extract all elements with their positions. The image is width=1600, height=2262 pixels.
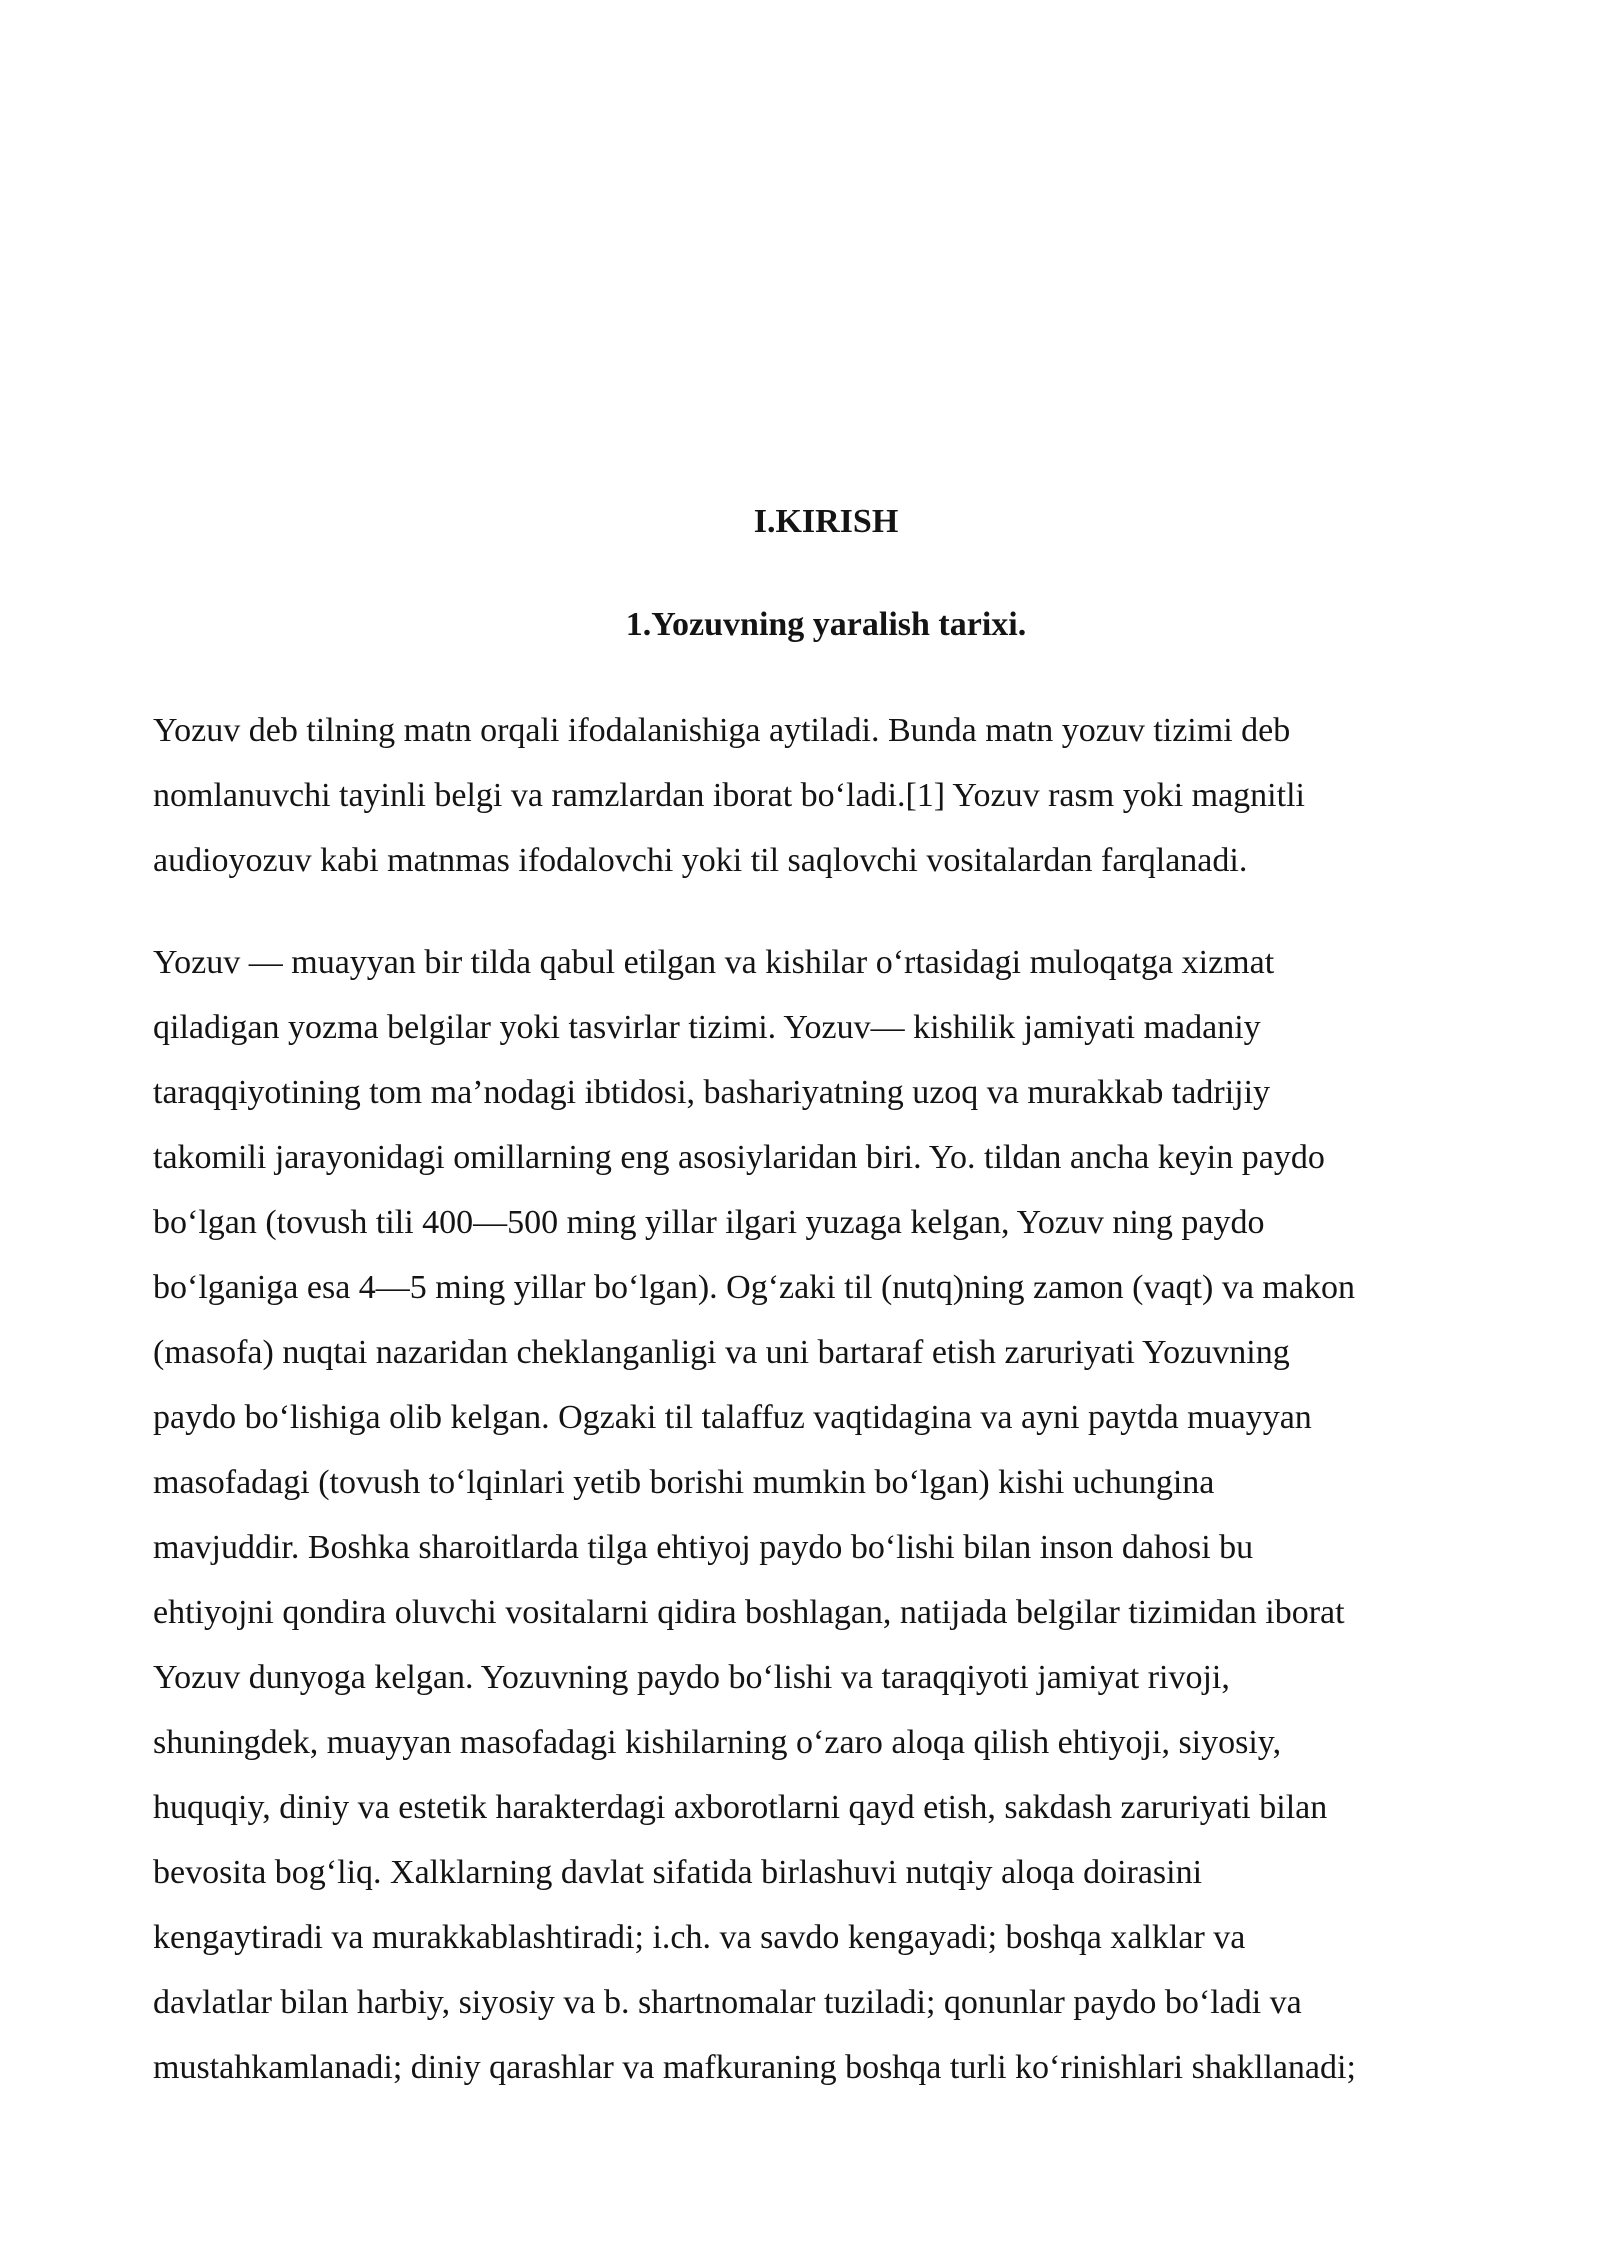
paragraph-line: Yozuv dunyoga kelgan. Yozuvning paydo bo‘lishi va taraqqiyoti jamiyat rivoji, bbox=[153, 1659, 1230, 1696]
paragraph-line: qiladigan yozma belgilar yoki tasvirlar tizimi. Yozuv— kishilik jamiyati madaniy bbox=[153, 1009, 1261, 1046]
paragraph-line: bo‘lganiga esa 4—5 ming yillar bo‘lgan). Og‘zaki til (nutq)ning zamon (vaqt) va makon bbox=[153, 1269, 1355, 1306]
paragraph-line: taraqqiyotining tom ma’nodagi ibtidosi, bashariyatning uzoq va murakkab tadrijiy bbox=[153, 1074, 1271, 1111]
paragraph-line: takomili jarayonidagi omillarning eng asosiylaridan biri. Yo. tildan ancha keyin paydo bbox=[153, 1139, 1325, 1176]
paragraph-line: huquqiy, diniy va estetik harakterdagi axborotlarni qayd etish, sakdash zaruriyati bilan bbox=[153, 1789, 1328, 1826]
paragraph-line: masofadagi (tovush to‘lqinlari yetib borishi mumkin bo‘lgan) kishi uchungina bbox=[153, 1464, 1215, 1501]
paragraph-line: bo‘lgan (tovush tili 400—500 ming yillar ilgari yuzaga kelgan, Yozuv ning paydo bbox=[153, 1204, 1265, 1241]
paragraph-line: ehtiyojni qondira oluvchi vositalarni qidira boshlagan, natijada belgilar tizimidan iborat bbox=[153, 1594, 1345, 1631]
paragraph-2 bbox=[153, 930, 1493, 2100]
section-heading: I.KIRISH bbox=[753, 503, 899, 540]
paragraph-line: davlatlar bilan harbiy, siyosiy va b. shartnomalar tuziladi; qonunlar paydo bo‘ladi va bbox=[153, 1984, 1302, 2021]
paragraph-line: shuningdek, muayyan masofadagi kishilarning o‘zaro aloqa qilish ehtiyoji, siyosiy, bbox=[153, 1724, 1282, 1761]
paragraph-line: mustahkamlanadi; diniy qarashlar va mafkuraning boshqa turli ko‘rinishlari shakllanadi; bbox=[153, 2049, 1356, 2086]
paragraph-line: nomlanuvchi tayinli belgi va ramzlardan iborat bo‘ladi.[1] Yozuv rasm yoki magnitli bbox=[153, 777, 1305, 814]
paragraph-line: (masofa) nuqtai nazaridan cheklanganligi va uni bartaraf etish zaruriyati Yozuvning bbox=[153, 1334, 1290, 1371]
paragraph-line: Yozuv — muayyan bir tilda qabul etilgan va kishilar o‘rtasidagi muloqatga xizmat bbox=[153, 944, 1275, 981]
paragraph-line: audioyozuv kabi matnmas ifodalovchi yoki til saqlovchi vositalardan farqlanadi. bbox=[153, 842, 1248, 879]
paragraph-line: mavjuddir. Boshka sharoitlarda tilga ehtiyoj paydo bo‘lishi bilan inson dahosi bu bbox=[153, 1529, 1254, 1566]
paragraph-1 bbox=[153, 698, 1493, 893]
paragraph-line: Yozuv deb tilning matn orqali ifodalanishiga aytiladi. Bunda matn yozuv tizimi deb bbox=[153, 712, 1291, 749]
paragraph-line: bevosita bog‘liq. Xalklarning davlat sifatida birlashuvi nutqiy aloqa doirasini bbox=[153, 1854, 1203, 1891]
paragraph-line: paydo bo‘lishiga olib kelgan. Ogzaki til talaffuz vaqtidagina va ayni paytda muayyan bbox=[153, 1399, 1312, 1436]
paragraph-line: kengaytiradi va murakkablashtiradi; i.ch. va savdo kengayadi; boshqa xalklar va bbox=[153, 1919, 1246, 1956]
subsection-heading: 1.Yozuvning yaralish tarixi. bbox=[625, 606, 1027, 643]
